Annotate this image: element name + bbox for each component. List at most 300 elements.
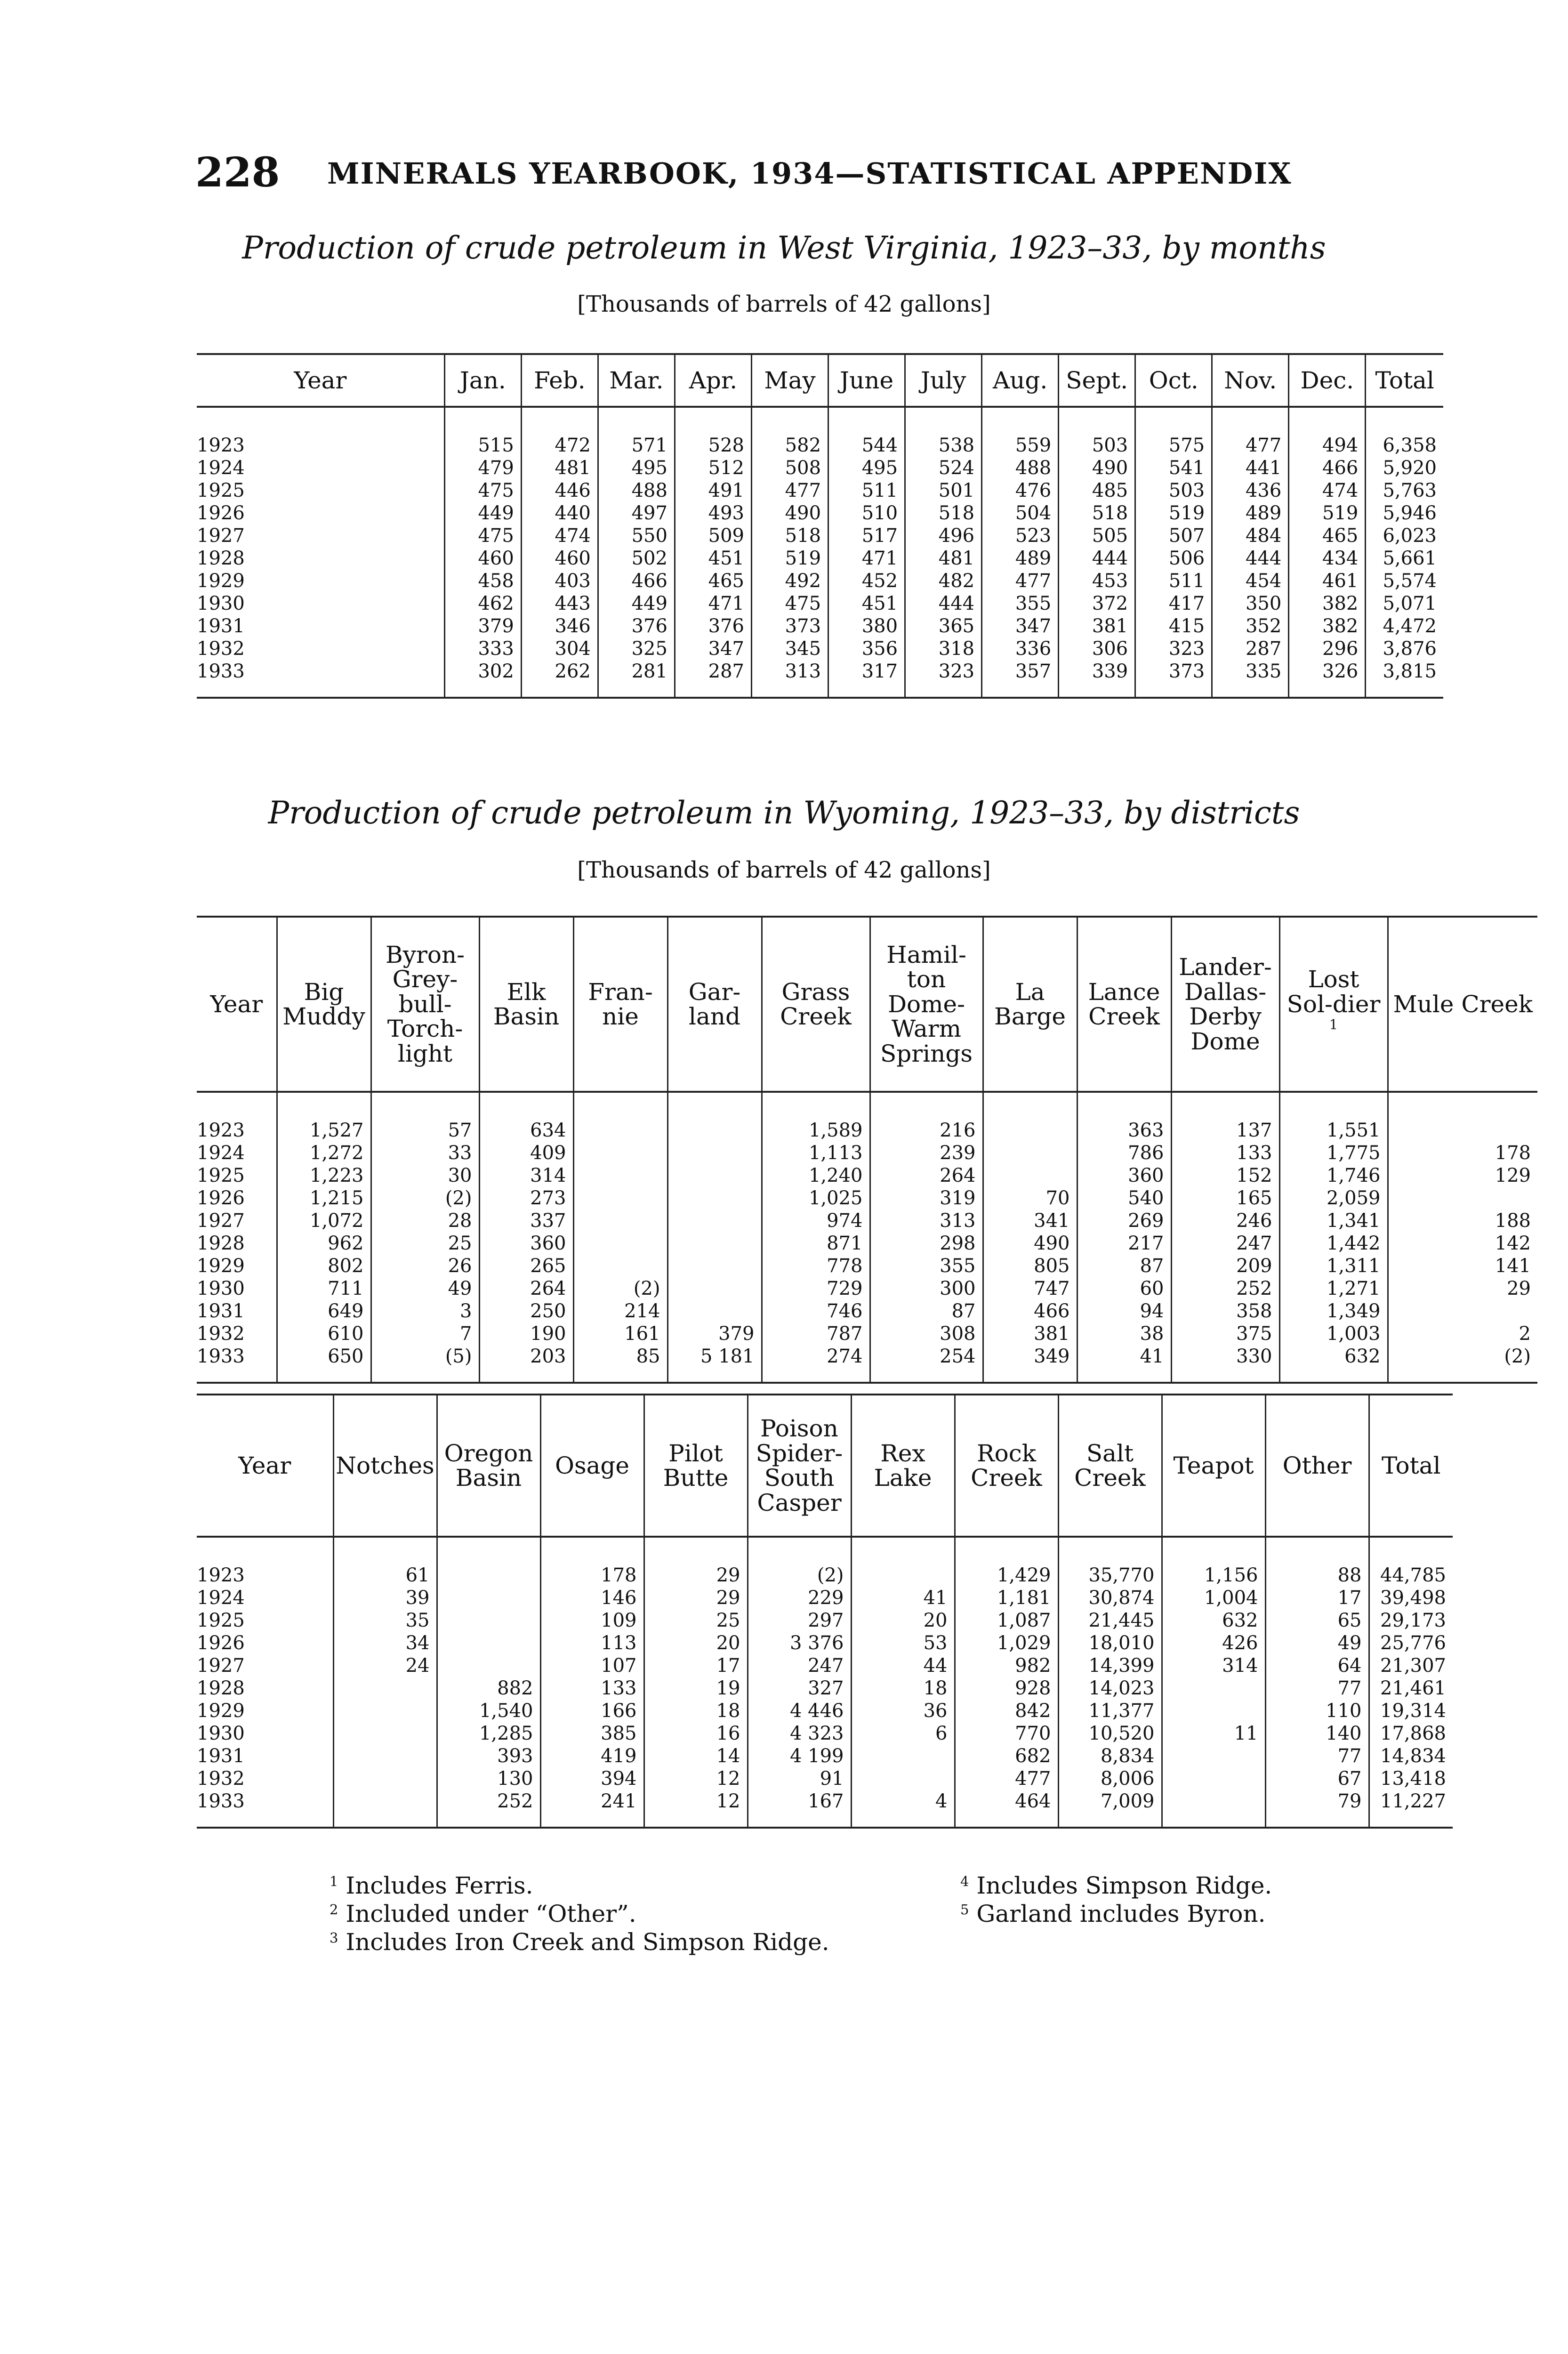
table-cell: (2) — [371, 1187, 479, 1209]
table-cell: 5,920 — [1366, 457, 1443, 479]
table-cell: 484 — [1212, 524, 1289, 547]
table-cell: 21,307 — [1369, 1654, 1453, 1677]
table-cell: 314 — [479, 1164, 573, 1187]
table-cell: 39 — [333, 1587, 437, 1609]
table-cell: 18 — [851, 1677, 955, 1700]
table-cell: 482 — [905, 570, 982, 592]
table-cell — [333, 1745, 437, 1767]
column-header: Salt Creek — [1058, 1395, 1162, 1537]
column-header: Year — [197, 1395, 333, 1537]
table-row — [197, 592, 1443, 615]
table-cell — [1388, 1300, 1537, 1322]
table-cell: 496 — [905, 524, 982, 547]
column-header: Hamil-ton Dome-Warm Springs — [870, 917, 983, 1092]
table-cell: 166 — [540, 1700, 644, 1722]
table-cell: 341 — [983, 1209, 1077, 1232]
table-row — [197, 1722, 1453, 1745]
column-header: Aug. — [982, 354, 1059, 407]
table-cell: 107 — [540, 1654, 644, 1677]
column-header: Mar. — [598, 354, 675, 407]
table-cell — [851, 1745, 955, 1767]
table-cell: 488 — [982, 457, 1059, 479]
table-cell: 216 — [870, 1119, 983, 1142]
table-cell: 327 — [748, 1677, 851, 1700]
table-cell: 440 — [521, 502, 598, 524]
table-cell: 336 — [982, 637, 1059, 660]
table-cell: 14,834 — [1369, 1745, 1453, 1767]
table-cell: 165 — [1171, 1187, 1279, 1209]
row-year: 1924 — [197, 1587, 245, 1609]
row-year: 1928 — [197, 1677, 245, 1699]
table-row — [197, 615, 1443, 637]
table-cell: 489 — [982, 547, 1059, 570]
table-cell: 492 — [751, 570, 828, 592]
table-cell: 306 — [1059, 637, 1135, 660]
table-cell: 446 — [521, 479, 598, 502]
table-cell: 460 — [444, 547, 521, 570]
table-cell — [573, 1187, 667, 1209]
table-cell: 252 — [437, 1790, 540, 1828]
table-cell: 67 — [1265, 1767, 1369, 1790]
table-cell: 29,173 — [1369, 1609, 1453, 1632]
row-year: 1931 — [197, 1300, 245, 1322]
table-cell — [851, 1564, 955, 1587]
table-cell: 319 — [870, 1187, 983, 1209]
table-cell: 241 — [540, 1790, 644, 1828]
table-cell: 349 — [983, 1345, 1077, 1383]
table-cell — [983, 1164, 1077, 1187]
table-cell: 61 — [333, 1564, 437, 1587]
table-cell: 518 — [905, 502, 982, 524]
table-cell: (5) — [371, 1345, 479, 1383]
table-cell: 346 — [521, 615, 598, 637]
table-cell: 36 — [851, 1700, 955, 1722]
footnote: $^1$ Includes Ferris. — [330, 1872, 533, 1899]
table-cell: 375 — [1171, 1322, 1279, 1345]
table-cell: 426 — [1162, 1632, 1265, 1654]
table-cell: 44 — [851, 1654, 955, 1677]
row-year: 1931 — [197, 1745, 245, 1767]
table-cell: 250 — [479, 1300, 573, 1322]
table-row — [197, 1587, 1453, 1609]
table-cell: 512 — [675, 457, 751, 479]
table-row — [197, 1142, 1537, 1164]
table-cell: (2) — [573, 1277, 667, 1300]
table-cell: 350 — [1212, 592, 1289, 615]
table-cell — [573, 1164, 667, 1187]
table-cell: 357 — [982, 660, 1059, 698]
table-cell: 519 — [1289, 502, 1366, 524]
table-cell: 571 — [598, 434, 675, 457]
table-cell: 273 — [479, 1187, 573, 1209]
table-cell: 109 — [540, 1609, 644, 1632]
table-cell: 20 — [851, 1609, 955, 1632]
table-row — [197, 434, 1443, 457]
table-cell: 1,240 — [762, 1164, 870, 1187]
table-cell: 44,785 — [1369, 1564, 1453, 1587]
table-cell: 214 — [573, 1300, 667, 1322]
table-cell: 394 — [540, 1767, 644, 1790]
table-cell: 347 — [982, 615, 1059, 637]
table-cell: 582 — [751, 434, 828, 457]
table-cell — [1162, 1677, 1265, 1700]
table-cell: 64 — [1265, 1654, 1369, 1677]
table-cell: 7 — [371, 1322, 479, 1345]
table-cell: 610 — [277, 1322, 371, 1345]
table-row — [197, 637, 1443, 660]
row-year: 1926 — [197, 1187, 245, 1209]
table-cell: 12 — [644, 1790, 748, 1828]
table-cell: 479 — [444, 457, 521, 479]
column-header: Big Muddy — [277, 917, 371, 1092]
table-cell: 217 — [1077, 1232, 1171, 1255]
table-cell: 382 — [1289, 592, 1366, 615]
table-cell — [667, 1142, 762, 1164]
column-header: Byron-Grey-bull-Torch-light — [371, 917, 479, 1092]
table-cell: 60 — [1077, 1277, 1171, 1300]
row-year: 1927 — [197, 1210, 245, 1232]
table-cell: 178 — [1388, 1142, 1537, 1164]
table-cell: 5,946 — [1366, 502, 1443, 524]
table-row — [197, 570, 1443, 592]
row-year: 1932 — [197, 638, 245, 660]
column-header: Mule Creek — [1388, 917, 1537, 1092]
table-cell: 18,010 — [1058, 1632, 1162, 1654]
table-cell: 1,223 — [277, 1164, 371, 1187]
table-cell: 29 — [644, 1564, 748, 1587]
row-year: 1928 — [197, 548, 245, 569]
table-cell: 632 — [1162, 1609, 1265, 1632]
table-cell: 634 — [479, 1119, 573, 1142]
table-row — [197, 1564, 1453, 1587]
table-cell: 188 — [1388, 1209, 1537, 1232]
column-header: Poison Spider-South Casper — [748, 1395, 851, 1537]
table-cell: 650 — [277, 1345, 371, 1383]
table-cell: 313 — [870, 1209, 983, 1232]
table-cell: 88 — [1265, 1564, 1369, 1587]
table-cell: 323 — [1135, 637, 1212, 660]
table-cell: 1,181 — [955, 1587, 1058, 1609]
table-cell: 313 — [751, 660, 828, 698]
wy-table-title: Production of crude petroleum in Wyoming, 1923–33, by districts — [268, 795, 1300, 831]
table-cell: 11,227 — [1369, 1790, 1453, 1828]
column-header: Osage — [540, 1395, 644, 1537]
row-year: 1930 — [197, 1723, 245, 1744]
table-cell: 490 — [1059, 457, 1135, 479]
table-cell: 87 — [1077, 1255, 1171, 1277]
table-cell: 871 — [762, 1232, 870, 1255]
table-row — [197, 660, 1443, 698]
row-year: 1929 — [197, 570, 245, 592]
table-row — [197, 457, 1443, 479]
table-cell: 70 — [983, 1187, 1077, 1209]
table-cell: 503 — [1135, 479, 1212, 502]
table-cell: 477 — [1212, 434, 1289, 457]
table-cell: 65 — [1265, 1609, 1369, 1632]
column-header: Jan. — [444, 354, 521, 407]
table-cell: 493 — [675, 502, 751, 524]
table-cell: 302 — [444, 660, 521, 698]
table-cell: 264 — [870, 1164, 983, 1187]
table-cell: 339 — [1059, 660, 1135, 698]
table-cell: 17 — [1265, 1587, 1369, 1609]
table-cell: 465 — [675, 570, 751, 592]
table-cell: 464 — [955, 1790, 1058, 1828]
table-cell: 34 — [333, 1632, 437, 1654]
table-cell: 85 — [573, 1345, 667, 1383]
table-cell — [437, 1609, 540, 1632]
table-cell: 91 — [748, 1767, 851, 1790]
table-cell: 26 — [371, 1255, 479, 1277]
table-cell: 94 — [1077, 1300, 1171, 1322]
table-cell: 300 — [870, 1277, 983, 1300]
table-cell: 24 — [333, 1654, 437, 1677]
row-year: 1932 — [197, 1768, 245, 1790]
table-cell: 1,341 — [1279, 1209, 1388, 1232]
row-year: 1927 — [197, 525, 245, 547]
table-cell: 460 — [521, 547, 598, 570]
footnotes-right — [960, 1871, 1272, 1928]
row-year: 1925 — [197, 1610, 245, 1631]
row-year: 1924 — [197, 1142, 245, 1164]
row-year: 1931 — [197, 615, 245, 637]
table-cell: 21,445 — [1058, 1609, 1162, 1632]
table-row — [197, 502, 1443, 524]
table-cell — [333, 1700, 437, 1722]
table-cell: 17 — [644, 1654, 748, 1677]
table-cell: 41 — [851, 1587, 955, 1609]
table-cell: 575 — [1135, 434, 1212, 457]
table-cell: 287 — [675, 660, 751, 698]
table-cell: 506 — [1135, 547, 1212, 570]
table-cell: 409 — [479, 1142, 573, 1164]
table-cell: 1,025 — [762, 1187, 870, 1209]
row-year: 1929 — [197, 1255, 245, 1277]
table-cell: 962 — [277, 1232, 371, 1255]
column-header: Elk Basin — [479, 917, 573, 1092]
table-row — [197, 1677, 1453, 1700]
table-cell: 805 — [983, 1255, 1077, 1277]
table-cell: 2,059 — [1279, 1187, 1388, 1209]
table-cell: 5 181 — [667, 1345, 762, 1383]
table-cell: 25 — [644, 1609, 748, 1632]
table-cell: 524 — [905, 457, 982, 479]
table-cell: 130 — [437, 1767, 540, 1790]
footnote: $^5$ Garland includes Byron. — [960, 1900, 1266, 1927]
page-number: 228 — [195, 149, 280, 196]
column-header: Teapot — [1162, 1395, 1265, 1537]
table-cell — [1162, 1790, 1265, 1828]
table-cell — [1388, 1187, 1537, 1209]
table-cell: 281 — [598, 660, 675, 698]
wv-table-title: Production of crude petroleum in West Virginia, 1923–33, by months — [242, 230, 1326, 266]
table-cell: 38 — [1077, 1322, 1171, 1345]
table-cell: 476 — [982, 479, 1059, 502]
table-cell: 1,215 — [277, 1187, 371, 1209]
table-cell — [437, 1654, 540, 1677]
table-row — [197, 1767, 1453, 1790]
table-cell: 376 — [598, 615, 675, 637]
table-cell: 17,868 — [1369, 1722, 1453, 1745]
table-cell: 490 — [751, 502, 828, 524]
table-cell: (2) — [748, 1564, 851, 1587]
running-title: MINERALS YEARBOOK, 1934—STATISTICAL APPENDIX — [327, 156, 1292, 191]
table-cell — [667, 1277, 762, 1300]
table-cell: 11 — [1162, 1722, 1265, 1745]
row-year: 1930 — [197, 593, 245, 614]
table-row — [197, 1119, 1537, 1142]
table-cell: 372 — [1059, 592, 1135, 615]
table-cell: 649 — [277, 1300, 371, 1322]
table-cell: 358 — [1171, 1300, 1279, 1322]
table-cell: 1,156 — [1162, 1564, 1265, 1587]
table-cell: 882 — [437, 1677, 540, 1700]
table-cell: 1,113 — [762, 1142, 870, 1164]
table-cell: 517 — [828, 524, 905, 547]
page-header — [195, 149, 1302, 201]
table-cell: 35 — [333, 1609, 437, 1632]
column-header: Dec. — [1289, 354, 1366, 407]
table-cell: 14,023 — [1058, 1677, 1162, 1700]
table-cell: 379 — [667, 1322, 762, 1345]
table-cell: 379 — [444, 615, 521, 637]
table-cell: 4 323 — [748, 1722, 851, 1745]
table-cell: 550 — [598, 524, 675, 547]
table-cell — [573, 1119, 667, 1142]
table-cell: 8,006 — [1058, 1767, 1162, 1790]
table-cell: 2 — [1388, 1322, 1537, 1345]
table-cell — [851, 1767, 955, 1790]
table-cell: 13,418 — [1369, 1767, 1453, 1790]
table-cell: 559 — [982, 434, 1059, 457]
table-cell: 461 — [1289, 570, 1366, 592]
table-cell: 296 — [1289, 637, 1366, 660]
table-cell: 308 — [870, 1322, 983, 1345]
row-year: 1926 — [197, 1632, 245, 1654]
table-cell — [1162, 1767, 1265, 1790]
table-cell: 3 — [371, 1300, 479, 1322]
table-cell — [667, 1300, 762, 1322]
table-cell: 49 — [371, 1277, 479, 1300]
table-cell: 247 — [1171, 1232, 1279, 1255]
table-cell: 491 — [675, 479, 751, 502]
table-cell: 373 — [751, 615, 828, 637]
table-cell: 30 — [371, 1164, 479, 1187]
table-cell: 523 — [982, 524, 1059, 547]
table-cell: 14 — [644, 1745, 748, 1767]
table-cell: 317 — [828, 660, 905, 698]
column-header: Grass Creek — [762, 917, 870, 1092]
table-cell: 1,442 — [1279, 1232, 1388, 1255]
table-cell: 444 — [905, 592, 982, 615]
table-cell: 503 — [1059, 434, 1135, 457]
table-cell: 497 — [598, 502, 675, 524]
table-cell: 252 — [1171, 1277, 1279, 1300]
table-cell: 152 — [1171, 1164, 1279, 1187]
table-cell: 10,520 — [1058, 1722, 1162, 1745]
table-cell: 25,776 — [1369, 1632, 1453, 1654]
table-cell: 142 — [1388, 1232, 1537, 1255]
table-cell: 538 — [905, 434, 982, 457]
table-cell: 436 — [1212, 479, 1289, 502]
table-cell: 481 — [905, 547, 982, 570]
table-cell — [667, 1187, 762, 1209]
table-cell: 508 — [751, 457, 828, 479]
table-cell: 415 — [1135, 615, 1212, 637]
table-cell: 485 — [1059, 479, 1135, 502]
column-header: Gar-land — [667, 917, 762, 1092]
table-cell: 434 — [1289, 547, 1366, 570]
table-cell: 682 — [955, 1745, 1058, 1767]
column-header: Rex Lake — [851, 1395, 955, 1537]
table-cell — [573, 1209, 667, 1232]
wv-production-table — [197, 353, 1443, 699]
table-cell: 1,004 — [1162, 1587, 1265, 1609]
table-cell: 318 — [905, 637, 982, 660]
table-cell: 239 — [870, 1142, 983, 1164]
table-cell: 495 — [598, 457, 675, 479]
table-cell — [667, 1119, 762, 1142]
table-row — [197, 1187, 1537, 1209]
table-cell: 5,661 — [1366, 547, 1443, 570]
table-cell — [437, 1587, 540, 1609]
table-cell: 385 — [540, 1722, 644, 1745]
table-cell: 5,071 — [1366, 592, 1443, 615]
table-cell: 519 — [1135, 502, 1212, 524]
table-cell: 443 — [521, 592, 598, 615]
table-cell — [573, 1232, 667, 1255]
table-cell: 449 — [598, 592, 675, 615]
footnote: $^2$ Included under “Other”. — [330, 1900, 636, 1927]
table-cell: 729 — [762, 1277, 870, 1300]
table-cell: 12 — [644, 1767, 748, 1790]
table-cell: 79 — [1265, 1790, 1369, 1828]
table-cell: 352 — [1212, 615, 1289, 637]
table-cell: 326 — [1289, 660, 1366, 698]
table-cell: 8,834 — [1058, 1745, 1162, 1767]
table-cell: 360 — [479, 1232, 573, 1255]
table-cell: 87 — [870, 1300, 983, 1322]
table-row — [197, 1345, 1537, 1383]
table-row — [197, 1790, 1453, 1828]
table-cell: 1,540 — [437, 1700, 540, 1722]
column-header: Apr. — [675, 354, 751, 407]
table-cell: 528 — [675, 434, 751, 457]
row-year: 1933 — [197, 1790, 333, 1828]
column-header: Feb. — [521, 354, 598, 407]
column-header: Sept. — [1059, 354, 1135, 407]
row-year: 1927 — [197, 1655, 245, 1677]
table-cell: 787 — [762, 1322, 870, 1345]
table-cell: 141 — [1388, 1255, 1537, 1277]
table-cell: 507 — [1135, 524, 1212, 547]
table-cell: 29 — [644, 1587, 748, 1609]
table-cell: 345 — [751, 637, 828, 660]
table-cell: 287 — [1212, 637, 1289, 660]
table-cell: 6,023 — [1366, 524, 1443, 547]
table-cell: 1,272 — [277, 1142, 371, 1164]
table-cell — [983, 1119, 1077, 1142]
table-cell: 511 — [1135, 570, 1212, 592]
table-cell: 330 — [1171, 1345, 1279, 1383]
table-cell: 452 — [828, 570, 905, 592]
column-header: July — [905, 354, 982, 407]
table-cell: 381 — [1059, 615, 1135, 637]
column-header: Lost Sol-dier $^1$ — [1279, 917, 1388, 1092]
column-header: Total — [1366, 354, 1443, 407]
table-cell — [333, 1677, 437, 1700]
row-year: 1925 — [197, 1165, 245, 1186]
